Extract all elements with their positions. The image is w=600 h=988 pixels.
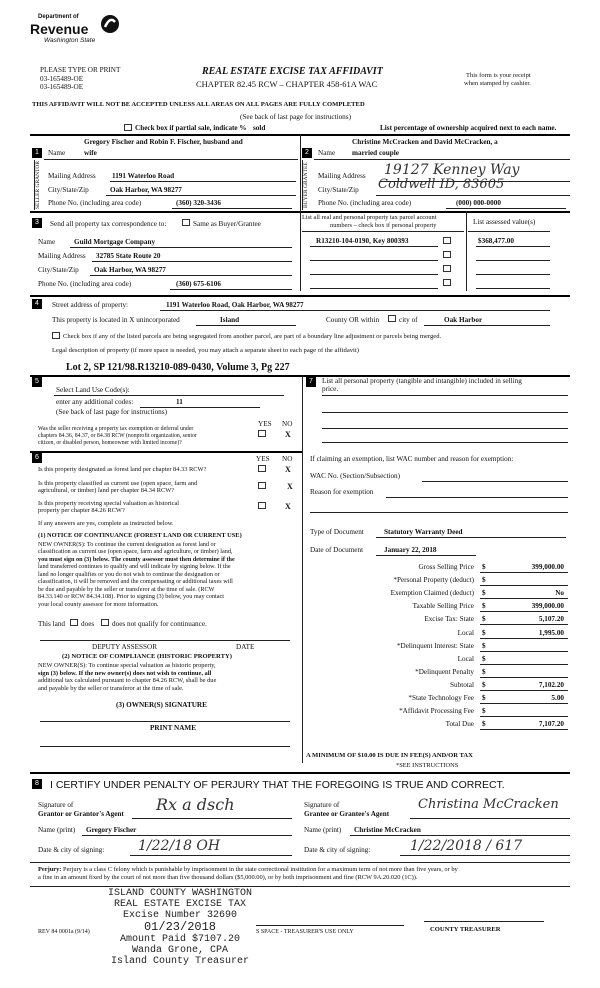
notice-line: your local county assessor for more information.: [38, 600, 159, 608]
rule: [480, 611, 568, 612]
rule: [322, 428, 568, 429]
notice-compliance-title: (2) NOTICE OF COMPLIANCE (HISTORIC PROPERTY): [62, 653, 232, 660]
county-label: County OR within: [326, 316, 380, 324]
perjury-text-1: Perjury is a class C felony which is punishable by imprisonment in the state correctional institution for a maximum term of not more than five years, or by: [63, 866, 458, 873]
grantee-name-value: Christine McCracken: [354, 826, 421, 834]
section-3-badge: 3: [32, 218, 42, 228]
personal-property-checkbox-2[interactable]: [443, 251, 451, 258]
sec6-yes-header: YES: [256, 455, 270, 463]
notice-line: land no longer qualifies or you do not wish to continue the designation or: [38, 570, 220, 578]
notice-compliance-text: [38, 662, 216, 693]
buyer-city-value: Coldwell ID, 83605: [378, 177, 505, 192]
rule: [82, 835, 292, 836]
personal-property-checkbox-3[interactable]: [443, 265, 451, 272]
receipt-note-2: when stamped by cashier.: [464, 80, 531, 87]
wac-label: WAC No. (Section/Subsection): [310, 472, 401, 480]
tax-row: [306, 642, 568, 654]
corr-city-value: Oak Harbor, WA 98277: [94, 266, 166, 274]
forest-no-mark: X: [285, 465, 291, 474]
rule: [300, 211, 301, 291]
assessed-value-header: List assessed value(s): [473, 218, 536, 226]
tax-row-label: *State Technology Fee: [408, 694, 474, 702]
seller-name-line2: wife: [84, 149, 97, 157]
tax-row: [306, 615, 568, 627]
compliance-line: and payable by the seller or transferor at the time of sale.: [38, 685, 184, 693]
does-label: does: [81, 620, 95, 628]
warning-text: THIS AFFIDAVIT WILL NOT BE ACCEPTED UNLESS ALL AREAS ON ALL PAGES ARE FULLY COMPLETED: [32, 101, 365, 108]
rule: [410, 818, 570, 819]
notice-line: be due and payable by the seller or transferor at the time of sale. (RCW: [38, 585, 215, 593]
stamp-line: REAL ESTATE EXCISE TAX: [113, 899, 247, 910]
grantor-sig-label-2: Grantor or Grantor's Agent: [38, 810, 124, 818]
compliance-line: additional tax calculated pursuant to chapter 84.26 RCW, shall be due: [38, 677, 217, 685]
tax-row-value: 5,107.20: [538, 615, 564, 624]
tax-row: [306, 707, 568, 719]
rule: [480, 677, 568, 678]
tax-row: [306, 681, 568, 693]
grantee-date-value: 1/22/2018 / 617: [410, 838, 523, 854]
rule: [44, 159, 298, 160]
tax-row: [306, 576, 568, 588]
notice-line: 84.33.140 or RCW 84.34.108). Prior to signing (3) below, you may contact: [38, 593, 224, 601]
perjury-text-2: a fine in an amount fixed by the court of not more than five thousand dollars ($5,000.00), or by both imprisonment and fine (RCW 9A.20.020 (1C)).: [38, 874, 418, 882]
tax-row-dollar: $: [482, 576, 486, 585]
historic-question-line: property per chapter 84.26 RCW?: [38, 507, 125, 515]
grantor-sig-label: [38, 801, 124, 819]
rule: [476, 288, 550, 289]
rule: [30, 772, 570, 774]
rule: [468, 231, 550, 232]
print-note: PLEASE TYPE OR PRINT: [40, 66, 121, 74]
tax-row-label: Local: [457, 654, 474, 663]
sec6-no-header: NO: [282, 455, 293, 463]
grantee-sig-label-1: Signature of: [304, 801, 340, 809]
tax-row-dollar: $: [482, 720, 486, 729]
tax-row-value: 7,102.20: [538, 680, 564, 689]
compliance-line: NEW OWNER(S): To continue special valuation as historic property,: [38, 662, 216, 669]
treasurer-stamp: [100, 888, 260, 967]
section-4-badge: 4: [32, 299, 42, 309]
exemption-question-line: chapters 84.36, 84.37, or 84.38 RCW (nonprofit organization, senior: [38, 433, 197, 440]
stamp-line: Amount Paid $7107.20: [119, 934, 241, 946]
reason-label: Reason for exemption: [310, 488, 374, 496]
parcel-list-header-1: List all real and personal property tax parcel account: [302, 214, 437, 221]
owner-signature-label: (3) OWNER(S) SIGNATURE: [116, 701, 207, 709]
within-city-checkbox[interactable]: [388, 315, 396, 322]
seller-name-line1: Gregory Fischer and Robin F. Fischer, husband and: [84, 138, 243, 146]
tax-row-value: 399,000.00: [531, 563, 564, 571]
rule: [480, 572, 568, 573]
tax-row: [306, 694, 568, 706]
tax-row-dollar: $: [482, 641, 486, 650]
rule: [132, 818, 292, 819]
same-as-buyer-label: Same as Buyer/Grantee: [193, 220, 261, 228]
rule: [30, 451, 302, 453]
exemption-claim-label: If claiming an exemption, list WAC number and reason for exemption:: [310, 455, 514, 463]
rule: [170, 289, 292, 290]
notice-line: classification as current use (open space, farm and agriculture, or timber) land,: [38, 548, 233, 556]
certify-statement: I CERTIFY UNDER PENALTY OF PERJURY THAT THE FOREGOING IS TRUE AND CORRECT.: [50, 779, 505, 791]
rule: [310, 512, 568, 513]
exemption-question-line: Was the seller receiving a property tax exemption or deferral under: [38, 426, 194, 432]
rule: [160, 310, 550, 311]
corr-phone-value: (360) 675-6106: [176, 280, 221, 288]
rule: [106, 195, 296, 196]
deputy-assessor-label: DEPUTY ASSESSOR: [92, 643, 158, 651]
rule: [130, 855, 292, 856]
rule: [386, 497, 568, 498]
tax-row-value: No: [555, 589, 564, 598]
notice-line: you must sign on (3) below. The county assessor must then determine if the: [38, 555, 235, 563]
assessed-value: $368,477.00: [478, 237, 514, 245]
tax-row: [306, 655, 568, 667]
county-value: Island: [220, 316, 240, 324]
tax-row-dollar: $: [482, 707, 486, 716]
partial-sale-checkbox[interactable]: [124, 124, 132, 131]
same-as-buyer-checkbox[interactable]: [182, 219, 190, 226]
rule: [310, 288, 438, 289]
seller-phone-value: (360) 320-3436: [176, 199, 221, 207]
tax-row-dollar: $: [482, 628, 486, 637]
tax-row-label: Local: [457, 628, 474, 637]
buyer-phone-label: Phone No. (including area code): [318, 199, 412, 207]
rule: [322, 395, 568, 396]
rule: [422, 481, 568, 482]
grantor-sig-label-1: Signature of: [38, 801, 74, 809]
personal-property-checkbox-4[interactable]: [443, 279, 451, 286]
parcel-list-header-2: numbers – check box if personal property: [330, 222, 437, 229]
corr-city-label: City/State/Zip: [38, 266, 79, 274]
rule: [196, 325, 296, 326]
seller-side-label: SELLER GRANTOR: [34, 160, 44, 210]
grantor-name-label: Name (print): [38, 826, 76, 834]
tax-row-label: Exemption Claimed (deduct): [390, 589, 474, 598]
rule: [110, 181, 296, 182]
seller-mail-label: Mailing Address: [48, 172, 96, 180]
rule: [480, 598, 568, 599]
form-chapter: CHAPTER 82.45 RCW – CHAPTER 458-61A WAC: [196, 79, 378, 89]
current-use-question: [38, 480, 197, 495]
notice-line: NEW OWNER(S): To continue the current designation as forest land or: [38, 541, 216, 548]
additional-codes-label: enter any additional codes:: [56, 398, 134, 406]
section-5-badge: 5: [32, 377, 42, 387]
tax-row-dollar: $: [482, 694, 486, 702]
rule: [400, 855, 570, 856]
treasurer-space-label: S SPACE - TREASURER'S USE ONLY: [256, 929, 354, 935]
rule: [476, 260, 550, 261]
grantor-date-label: Date & city of signing:: [38, 846, 105, 854]
dor-logo: [30, 10, 122, 50]
form-code-2: 03-165489-OE: [40, 83, 84, 91]
tax-row: [306, 720, 568, 732]
buyer-city-label: City/State/Zip: [318, 186, 359, 194]
tax-row-label: *Delinquent Penalty: [415, 667, 474, 676]
county-treasurer-label: COUNTY TREASURER: [430, 926, 501, 933]
does-qualify-checkbox[interactable]: [70, 619, 78, 626]
assessor-date-label: DATE: [236, 643, 255, 651]
rule: [310, 260, 438, 261]
buyer-name-label: Name: [318, 149, 336, 157]
exemption-question-line: citizen, or disabled person, homeowner with limited income)?: [38, 440, 182, 447]
rule: [480, 729, 568, 730]
city-value: Oak Harbor: [444, 316, 483, 324]
rule: [480, 585, 568, 586]
this-land-label: This land: [38, 620, 65, 628]
rule: [480, 664, 568, 665]
corr-mail-value: 32785 State Route 20: [96, 252, 161, 260]
rule: [480, 651, 568, 652]
sec5-yes-header: YES: [258, 420, 272, 428]
street-value: 1191 Waterloo Road, Oak Harbor, WA 98277: [166, 301, 304, 309]
doc-type-label: Type of Document: [310, 528, 364, 536]
buyer-name-line1: Christine McCracken and David McCracken, a: [352, 138, 498, 146]
does-not-qualify-checkbox[interactable]: [101, 619, 109, 626]
rule: [40, 640, 290, 641]
grantor-date-value: 1/22/18 OH: [138, 838, 221, 854]
tax-row-label: *Personal Property (deduct): [393, 576, 474, 585]
rule: [480, 690, 568, 691]
rule: [476, 246, 550, 247]
rule: [480, 638, 568, 639]
stamp-line: Island County Treasurer: [110, 956, 250, 968]
current-use-question-line: Is this property classified as current use (open space, farm and: [38, 480, 198, 487]
rule: [466, 211, 467, 291]
grantor-signature: Rx a dsch: [156, 795, 235, 814]
personal-property-checkbox-1[interactable]: [443, 237, 451, 244]
rule: [300, 134, 301, 211]
historic-question-line: Is this property receiving special valuation as historical: [38, 500, 180, 507]
rule: [30, 886, 570, 887]
segregated-checkbox[interactable]: [52, 332, 60, 339]
notice-line: land transferred continues to qualify and will indicate by signing below. If the: [38, 563, 231, 571]
rule: [424, 325, 550, 326]
buyer-mail-label: Mailing Address: [318, 172, 366, 180]
dor-logo-line3: Washington State: [44, 37, 96, 44]
tax-row-label: *Affidavit Processing Fee: [399, 707, 474, 716]
section-1-badge: 1: [32, 148, 42, 158]
current-use-no-mark: X: [287, 482, 293, 491]
rule: [70, 247, 292, 248]
segregated-label: Check box if any of the listed parcels are being segregated from another parcel, are part of a boundary line adjustment or parcels being merged.: [63, 333, 442, 340]
buyer-phone-value: (000) 000-0000: [456, 199, 501, 207]
if-any-yes-label: If any answers are yes, complete as instructed below.: [38, 520, 174, 527]
tax-row-value: 399,000.00: [531, 602, 564, 611]
grantee-sig-label-2: Grantee or Grantee's Agent: [304, 810, 390, 818]
notice-continuance-text: [38, 541, 235, 608]
grantee-date-label: Date & city of signing:: [304, 846, 371, 854]
rule: [30, 295, 570, 297]
land-use-label: Select Land Use Code(s):: [56, 386, 130, 394]
compliance-line: sign (3) below. If the new owner(s) does not wish to continue, all: [38, 669, 212, 677]
historic-no-mark: X: [285, 502, 291, 511]
tax-row-label: Gross Selling Price: [418, 563, 474, 571]
tax-row-label: Taxable Selling Price: [412, 602, 474, 611]
rule: [40, 746, 290, 747]
tax-row: [306, 668, 568, 680]
rule: [54, 395, 284, 396]
sold-label: sold: [253, 124, 266, 132]
tax-row-label: Excise Tax: State: [424, 615, 474, 624]
buyer-name-line2: married couple: [352, 149, 399, 157]
perjury-text: [38, 866, 458, 883]
tax-row-dollar: $: [482, 602, 486, 611]
seller-city-value: Oak Harbor, WA 98277: [110, 186, 182, 194]
perjury-label: Perjury:: [38, 866, 62, 873]
doc-date-value: January 22, 2018: [384, 546, 437, 554]
tax-row: [306, 563, 568, 575]
legal-desc-value: Lot 2, SP 121/98.R13210-089-0430, Volume 3, Pg 227: [66, 362, 290, 373]
minimum-due-note: A MINIMUM OF $10.00 IS DUE IN FEE(S) AND/OR TAX: [306, 752, 473, 759]
doc-date-label: Date of Document: [310, 546, 364, 554]
land-use-instructions: (See back of last page for instructions): [56, 408, 167, 416]
seller-phone-label: Phone No. (including area code): [48, 199, 142, 207]
dor-logo-line1: Department of: [38, 14, 79, 20]
stamp-line: Wanda Grone, CPA: [131, 945, 228, 957]
rule: [30, 862, 570, 863]
rule: [376, 555, 476, 556]
rule: [376, 195, 570, 196]
doc-type-value: Statutory Warranty Deed: [384, 528, 463, 536]
rule: [256, 925, 404, 926]
legal-desc-label: Legal description of property (if more space is needed, you may attach a separate sheet to each page of the affidavit): [52, 347, 359, 354]
section-2-badge: 2: [302, 148, 312, 158]
tax-row-dollar: $: [482, 667, 486, 676]
tax-row-label: *Delinquent Interest: State: [396, 641, 474, 650]
corr-name-label: Name: [38, 238, 56, 246]
city-of-label: city of: [399, 316, 418, 324]
rule: [310, 274, 438, 275]
receipt-note-1: This form is your receipt: [466, 72, 531, 79]
rule: [480, 716, 568, 717]
tax-row-value: 1,995.00: [538, 628, 564, 637]
section-7-badge: 7: [306, 377, 316, 387]
print-name-label: PRINT NAME: [150, 724, 196, 732]
tax-row-label: Subtotal: [450, 680, 474, 689]
sec5-no-header: NO: [282, 420, 293, 428]
rule: [480, 703, 568, 704]
rule: [350, 835, 570, 836]
dor-swirl-icon: [100, 14, 120, 34]
corr-name-value: Guild Mortgage Company: [74, 238, 156, 246]
forest-yes-checkbox[interactable]: [258, 465, 266, 472]
seller-city-label: City/State/Zip: [48, 186, 89, 194]
buyer-mail-value: 19127 Kenney Way: [384, 162, 520, 178]
exemption-question: [38, 426, 197, 448]
grantor-name-value: Gregory Fischer: [86, 826, 137, 834]
tax-row-dollar: $: [482, 615, 486, 624]
parcel-number: R13210-104-0190, Key 800393: [316, 237, 409, 245]
forest-land-question: Is this property designated as forest land per chapter 84.33 RCW?: [38, 466, 207, 473]
see-instructions-note: *SEE INSTRUCTIONS: [396, 762, 459, 769]
exemption-no-mark: X: [285, 430, 291, 439]
rule: [314, 159, 570, 160]
personal-property-label-1: List all personal property (tangible and intangible) included in selling: [322, 377, 522, 385]
notice-line: classification, it will be removed and the compensating or additional taxes will: [38, 578, 233, 586]
tax-row-dollar: $: [482, 563, 486, 571]
partial-sale-label: Check box if partial sale, indicate %: [135, 124, 247, 132]
stamp-line: Excise Number 32690: [122, 910, 238, 921]
tax-row: [306, 629, 568, 641]
seller-mail-value: 1191 Waterloo Road: [112, 172, 175, 180]
located-label: This property is located in X unincorporated: [52, 316, 180, 324]
grantee-name-label: Name (print): [304, 826, 342, 834]
rule: [40, 721, 290, 722]
corr-mail-label: Mailing Address: [38, 252, 86, 260]
rule: [476, 274, 550, 275]
form-title: REAL ESTATE EXCISE TAX AFFIDAVIT: [202, 66, 383, 77]
rule: [310, 246, 438, 247]
rule: [302, 231, 464, 232]
tax-row-label: Total Due: [445, 720, 474, 729]
seller-name-label: Name: [48, 149, 66, 157]
see-instructions: (See back of last page for instructions): [240, 113, 351, 121]
send-correspondence-label: Send all property tax correspondence to:: [50, 220, 167, 228]
rule: [480, 624, 568, 625]
ownership-note: List percentage of ownership acquired next to each name.: [380, 124, 557, 132]
section-8-badge: 8: [32, 779, 42, 789]
grantee-signature: Christina McCracken: [418, 797, 559, 812]
historic-yes-checkbox[interactable]: [258, 502, 266, 509]
tax-row-dollar: $: [482, 654, 486, 663]
form-revision: REV 84 0001a (9/14): [38, 929, 90, 935]
rule: [92, 261, 292, 262]
tax-row-dollar: $: [482, 680, 486, 689]
tax-row: [306, 589, 568, 601]
tax-row-dollar: $: [482, 589, 486, 598]
buyer-side-label: BUYER GRANTEE: [302, 160, 312, 210]
rule: [322, 442, 568, 443]
rule: [90, 275, 292, 276]
stamp-line: 01/23/2018: [143, 920, 216, 934]
stamp-line: ISLAND COUNTY WASHINGTON: [107, 888, 253, 899]
street-label: Street address of property:: [52, 301, 129, 309]
rule: [322, 412, 568, 413]
section-6-badge: 6: [32, 453, 42, 463]
grantee-sig-label: [304, 801, 389, 819]
current-use-question-line: agricultural, or timber) land per chapter 84.34 RCW?: [38, 487, 175, 495]
exemption-yes-checkbox[interactable]: [258, 430, 266, 437]
rule: [446, 208, 566, 209]
rule: [302, 375, 303, 763]
tax-row: [306, 602, 568, 614]
historic-question: [38, 500, 179, 515]
perjury-line-1: [38, 866, 458, 874]
form-code-1: 03-165489-OE: [40, 75, 84, 83]
dor-logo-line2: Revenue: [30, 21, 89, 37]
notice-continuance-title: (1) NOTICE OF CONTINUANCE (FOREST LAND OR CURRENT USE): [38, 532, 242, 539]
rule: [376, 537, 566, 538]
personal-property-label-2: price.: [322, 385, 339, 393]
rule: [424, 921, 544, 922]
tax-row-value: 7,107.20: [538, 720, 564, 729]
corr-phone-label: Phone No. (including area code): [38, 280, 132, 288]
tax-row-value: 5.00: [551, 694, 564, 702]
does-not-label: does not qualify for continuance.: [112, 620, 207, 628]
land-use-code: 11: [176, 398, 183, 406]
current-use-yes-checkbox[interactable]: [258, 482, 266, 489]
rule: [172, 208, 292, 209]
